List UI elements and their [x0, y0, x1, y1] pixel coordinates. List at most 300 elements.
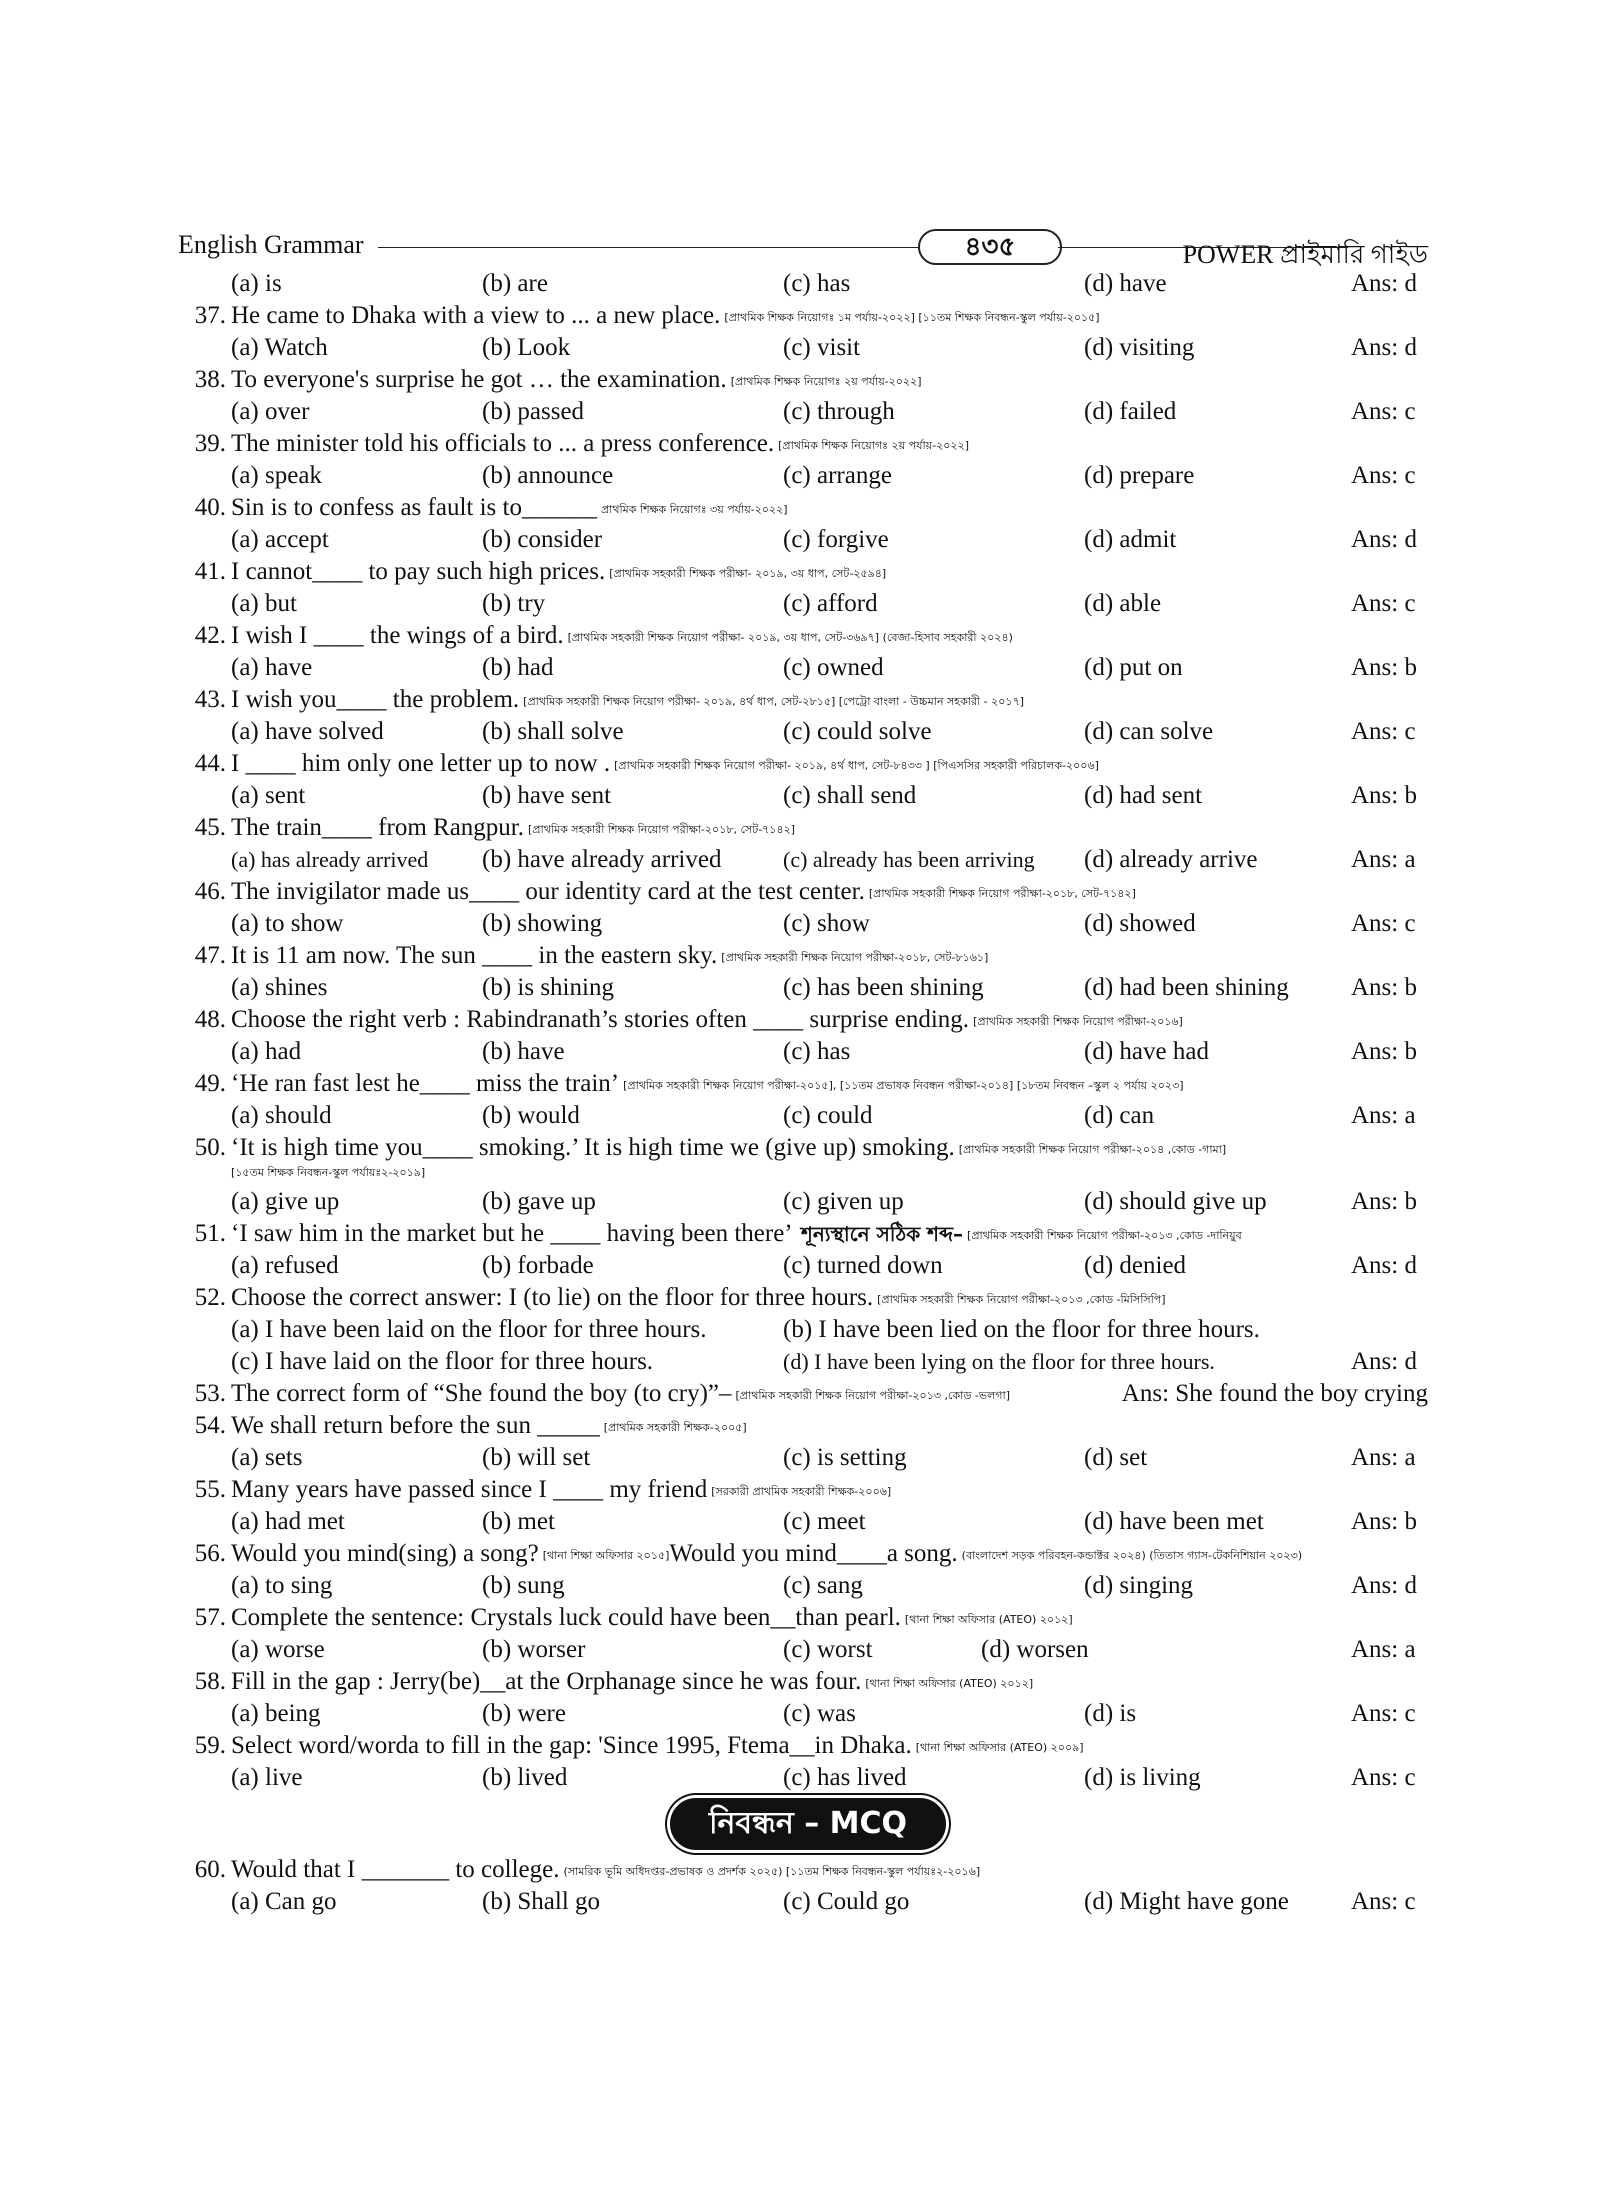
question [178, 1004, 1428, 1036]
option-c: (c) I have laid on the floor for three hours. [231, 1348, 654, 1375]
option-a: (a) I have been laid on the floor for three hours. [231, 1316, 707, 1343]
option-b: (b) passed [482, 398, 585, 425]
option-d: (d) had sent [1084, 782, 1203, 809]
options-row [178, 1634, 1428, 1666]
option-c: (c) arrange [783, 462, 892, 489]
option-d: (d) have had [1084, 1038, 1209, 1065]
question-text [231, 812, 795, 846]
options-row [178, 1506, 1428, 1538]
options-row [178, 1442, 1428, 1474]
question-number: 38. [194, 366, 226, 393]
option-b: (b) were [482, 1700, 566, 1727]
answer: Ans: d [1351, 334, 1417, 361]
question [178, 428, 1428, 460]
question-number: 49. [194, 1070, 226, 1097]
question-number: 48. [194, 1006, 226, 1033]
question-block-43 [178, 684, 1428, 748]
option-b: (b) shall solve [482, 718, 624, 745]
option-d: (d) failed [1084, 398, 1177, 425]
option-b: (b) announce [482, 462, 614, 489]
section-banner-label: নিবন্ধন – MCQ [670, 1798, 946, 1850]
question-block-48 [178, 1004, 1428, 1068]
options-row [178, 844, 1428, 876]
answer: Ans: b [1351, 782, 1417, 809]
options-row [178, 780, 1428, 812]
question-text [231, 364, 922, 398]
question-body: To everyone's surprise he got … the examination. [231, 366, 727, 393]
question-source: [প্রাথমিক সহকারী শিক্ষক নিয়োগ পরীক্ষা-২০১৮, সেট-৭১৪২] [528, 823, 796, 836]
options-row [178, 1250, 1428, 1282]
question-text [231, 1730, 1084, 1764]
question [178, 748, 1428, 780]
question-body: The train____ from Rangpur. [231, 814, 524, 841]
question-body: Choose the right verb : Rabindranath’s stories often ____ surprise ending. [231, 1006, 970, 1033]
question-text [231, 556, 886, 590]
option-a: (a) have solved [231, 718, 384, 745]
options-row [178, 268, 1428, 300]
options-row [178, 1100, 1428, 1132]
answer: Ans: c [1351, 910, 1416, 937]
answer: Ans: c [1351, 398, 1416, 425]
question-source: [প্রাথমিক শিক্ষক নিয়োগঃ ২য় পর্যায়-২০২২] [778, 439, 970, 452]
option-b: (b) had [482, 654, 554, 681]
option-a: (a) to show [231, 910, 344, 937]
question-block-52 [178, 1282, 1428, 1378]
section-banner [178, 1794, 1428, 1854]
option-c: (c) has [783, 1038, 851, 1065]
question-text [231, 300, 1100, 334]
question-body: I wish I ____ the wings of a bird. [231, 622, 564, 649]
option-b: (b) gave up [482, 1188, 596, 1215]
question [178, 1132, 1428, 1164]
option-c: (c) shall send [783, 782, 917, 809]
option-d: (d) worsen [981, 1636, 1089, 1663]
question-source: [থানা শিক্ষা অফিসার (ATEO) ২০১২] [904, 1613, 1073, 1626]
header-rule-left [378, 247, 918, 248]
question-block-41 [178, 556, 1428, 620]
option-d: (d) had been shining [1084, 974, 1289, 1001]
question-block-47 [178, 940, 1428, 1004]
option-c: (c) sang [783, 1572, 863, 1599]
question-source: [প্রাথমিক সহকারী শিক্ষক নিয়োগ পরীক্ষা-২০১৪ ,কোড -গামা] [958, 1143, 1227, 1156]
option-d: (d) admit [1084, 526, 1177, 553]
answer: Ans: c [1351, 1888, 1416, 1915]
question-number: 42. [194, 622, 226, 649]
answer: Ans: b [1351, 1508, 1417, 1535]
question-block-44 [178, 748, 1428, 812]
option-c: (c) already has been arriving [783, 847, 1035, 872]
answer: Ans: b [1351, 1188, 1417, 1215]
option-d: (d) can solve [1084, 718, 1214, 745]
question-body: Complete the sentence: Crystals luck could have been__than pearl. [231, 1604, 901, 1631]
question-source: [প্রাথমিক সহকারী শিক্ষক নিয়োগ পরীক্ষা-২০১৩ ,কোড -মিসিসিপি] [877, 1293, 1166, 1306]
question-number: 50. [194, 1134, 226, 1161]
question-source: [থানা শিক্ষা অফিসার (ATEO) ২০১২] [865, 1677, 1034, 1690]
question-block-49 [178, 1068, 1428, 1132]
question-number: 52. [194, 1284, 226, 1311]
question [178, 1068, 1428, 1100]
question-text [231, 940, 988, 974]
question-text [231, 1538, 1302, 1572]
option-c: (c) owned [783, 654, 884, 681]
answer: Ans: c [1351, 1764, 1416, 1791]
option-c: (c) turned down [783, 1252, 943, 1279]
question [178, 620, 1428, 652]
question-body: I wish you____ the problem. [231, 686, 520, 713]
option-a: (a) live [231, 1764, 303, 1791]
question-number: 39. [194, 430, 226, 457]
question-body: The correct form of “She found the boy (to cry)”– [231, 1380, 732, 1407]
option-c: (c) could solve [783, 718, 932, 745]
option-a: (a) accept [231, 526, 329, 553]
question-number: 60. [194, 1856, 226, 1883]
question [178, 812, 1428, 844]
question-number: 41. [194, 558, 226, 585]
question-body: I cannot____ to pay such high prices. [231, 558, 606, 585]
question-block-54 [178, 1410, 1428, 1474]
option-a: (a) give up [231, 1188, 340, 1215]
option-a: (a) but [231, 590, 297, 617]
question-block-46 [178, 876, 1428, 940]
answer: Ans: c [1351, 718, 1416, 745]
option-a: (a) is [231, 270, 282, 297]
question-number: 54. [194, 1412, 226, 1439]
options-row [178, 652, 1428, 684]
option-a: (a) Can go [231, 1888, 337, 1915]
question-text [231, 1602, 1073, 1636]
question-text [231, 620, 1013, 654]
question-block-60 [178, 1854, 1428, 1918]
question-body: I ____ him only one letter up to now . [231, 750, 611, 777]
question-text [231, 1282, 1166, 1316]
question [178, 300, 1428, 332]
option-c: (c) was [783, 1700, 856, 1727]
options-row [178, 524, 1428, 556]
option-c: (c) through [783, 398, 895, 425]
question-text [231, 1666, 1033, 1700]
question-body: We shall return before the sun _____ [231, 1412, 600, 1439]
option-b: (b) have [482, 1038, 565, 1065]
option-a: (a) should [231, 1102, 332, 1129]
option-c: (c) visit [783, 334, 861, 361]
answer: Ans: She found the boy crying [1121, 1380, 1428, 1407]
question-block-53 [178, 1378, 1428, 1410]
option-b: (b) lived [482, 1764, 568, 1791]
options-row [178, 1036, 1428, 1068]
option-d: (d) set [1084, 1444, 1148, 1471]
question-body: The minister told his officials to ... a press conference. [231, 430, 775, 457]
header-right-title: POWER প্রাইমারি গাইড [1182, 240, 1428, 269]
options-row [178, 332, 1428, 364]
question-text [231, 876, 1136, 910]
options-row [178, 588, 1428, 620]
question-number: 57. [194, 1604, 226, 1631]
answer: Ans: d [1351, 1348, 1417, 1375]
question-number: 45. [194, 814, 226, 841]
question-source: [প্রাথমিক সহকারী শিক্ষক নিয়োগ পরীক্ষা-২০১৩ ,কোড -দানিয়ুব [967, 1229, 1242, 1242]
option-d: (d) singing [1084, 1572, 1194, 1599]
question-text [231, 1854, 980, 1888]
options-row [178, 1186, 1428, 1218]
option-c: (c) worst [783, 1636, 873, 1663]
question-source: প্রাথমিক শিক্ষক নিয়োগঃ ৩য় পর্যায়-২০২২] [600, 503, 788, 516]
option-a: (a) to sing [231, 1572, 333, 1599]
option-d: (d) can [1084, 1102, 1155, 1129]
option-d: (d) prepare [1084, 462, 1195, 489]
option-c: (c) afford [783, 590, 878, 617]
question-block-50 [178, 1132, 1428, 1218]
option-b: (b) try [482, 590, 546, 617]
option-b: (b) forbade [482, 1252, 594, 1279]
question-source: [প্রাথমিক সহকারী শিক্ষক নিয়োগ পরীক্ষা-২০১৮, সেট-৮১৬১] [721, 951, 989, 964]
question-block-37 [178, 300, 1428, 364]
option-a: (a) has already arrived [231, 847, 429, 872]
option-a: (a) speak [231, 462, 322, 489]
question-source-continued: [১৫তম শিক্ষক নিবন্ধন-স্কুল পর্যায়ঃ২-২০১৯] [231, 1166, 426, 1179]
question-source: [প্রাথমিক সহকারী শিক্ষক নিয়োগ পরীক্ষা-২০১৮, সেট-৭১৪২] [868, 887, 1136, 900]
question-body: Sin is to confess as fault is to______ [231, 494, 597, 521]
question-body: Many years have passed since I ____ my friend [231, 1476, 708, 1503]
option-c: (c) has [783, 270, 851, 297]
option-d: (d) should give up [1084, 1188, 1267, 1215]
options-row [178, 1886, 1428, 1918]
question-block-58 [178, 1666, 1428, 1730]
question [178, 1854, 1428, 1886]
page-header [178, 226, 1428, 270]
question-text [231, 1474, 891, 1508]
question-body: ‘It is high time you____ smoking.’ It is high time we (give up) smoking. [231, 1134, 955, 1161]
question [178, 684, 1428, 716]
answer: Ans: b [1351, 1038, 1417, 1065]
option-a: (a) refused [231, 1252, 339, 1279]
question-text [231, 748, 1099, 782]
question [178, 1282, 1428, 1314]
question-source: [প্রাথমিক সহকারী শিক্ষক নিয়োগ পরীক্ষা- ২০১৯, ৪র্থ ধাপ, সেট-২৮১৫] [পেট্রো বাংলা - উচ্চমান সহকারী - ২০১৭] [523, 695, 1025, 708]
option-b: (b) is shining [482, 974, 614, 1001]
question-body: Would you mind(sing) a song? [231, 1540, 539, 1567]
option-d: (d) visiting [1084, 334, 1195, 361]
options-row [178, 396, 1428, 428]
option-d: (d) is living [1084, 1764, 1201, 1791]
question [178, 940, 1428, 972]
question [178, 1474, 1428, 1506]
option-b: (b) Look [482, 334, 571, 361]
option-b: (b) have already arrived [482, 846, 722, 873]
option-b: (b) Shall go [482, 1888, 601, 1915]
question-number: 59. [194, 1732, 226, 1759]
option-d: (d) denied [1084, 1252, 1187, 1279]
question-number: 56. [194, 1540, 226, 1567]
question-block-57 [178, 1602, 1428, 1666]
option-c: (c) has been shining [783, 974, 984, 1001]
question-text [231, 1218, 1242, 1252]
question-source: [প্রাথমিক শিক্ষক নিয়োগঃ ১ম পর্যায়-২০২২] [১১তম শিক্ষক নিবন্ধন-স্কুল পর্যায়-২০১৫] [724, 311, 1100, 324]
question-number: 46. [194, 878, 226, 905]
question-number: 53. [194, 1380, 226, 1407]
question-source-2: (বাংলাদেশ সড়ক পরিবহন-কন্ডাক্টর ২০২৪) (তিতাস গ্যাস-টেকনিশিয়ান ২০২৩) [961, 1549, 1303, 1562]
question [178, 556, 1428, 588]
question [178, 1538, 1428, 1570]
question-body: ‘He ran fast lest he____ miss the train’ [231, 1070, 620, 1097]
option-b: (b) I have been lied on the floor for three hours. [783, 1316, 1260, 1343]
options-row [178, 908, 1428, 940]
question-text [231, 428, 969, 462]
question-text [231, 684, 1024, 718]
question [178, 1666, 1428, 1698]
option-d: (d) Might have gone [1084, 1888, 1289, 1915]
question-text [231, 1132, 1226, 1166]
answer: Ans: d [1351, 1252, 1417, 1279]
option-c: (c) show [783, 910, 870, 937]
option-a: (a) sent [231, 782, 306, 809]
question-source: [প্রাথমিক সহকারী শিক্ষক-২০০৫] [603, 1421, 747, 1434]
question-body: It is 11 am now. The sun ____ in the eastern sky. [231, 942, 718, 969]
question-source: [প্রাথমিক শিক্ষক নিয়োগঃ ২য় পর্যায়-২০২২] [730, 375, 922, 388]
option-a: (a) sets [231, 1444, 303, 1471]
option-c: (c) meet [783, 1508, 866, 1535]
option-b: (b) consider [482, 526, 603, 553]
option-c: (c) has lived [783, 1764, 907, 1791]
question [178, 1410, 1428, 1442]
question-block-39 [178, 428, 1428, 492]
question [178, 1378, 1428, 1410]
question-source: [প্রাথমিক সহকারী শিক্ষক নিয়োগ পরীক্ষা- ২০১৯, ৩য় ধাপ, সেট-৩৬৯৭] (বেজা-হিসাব সহকারী ২০২৪) [567, 631, 1013, 644]
answer: Ans: a [1351, 1636, 1416, 1663]
question [178, 1730, 1428, 1762]
answer: Ans: a [1351, 1102, 1416, 1129]
answer: Ans: b [1351, 974, 1417, 1001]
option-c: (c) given up [783, 1188, 904, 1215]
question-source: [প্রাথমিক সহকারী শিক্ষক নিয়োগ পরীক্ষা-২০১৬] [973, 1015, 1183, 1028]
option-b: (b) are [482, 270, 548, 297]
answer: Ans: c [1351, 1700, 1416, 1727]
option-a: (a) worse [231, 1636, 325, 1663]
option-c: (c) is setting [783, 1444, 907, 1471]
option-b: (b) worser [482, 1636, 586, 1663]
question-body-2: Would you mind____a song. [669, 1540, 958, 1567]
options-row [178, 1346, 1428, 1378]
options-row [178, 1698, 1428, 1730]
options-row [178, 460, 1428, 492]
question-source: [প্রাথমিক সহকারী শিক্ষক পরীক্ষা- ২০১৯, ৩য় ধাপ, সেট-২৫৯৪] [609, 567, 887, 580]
question [178, 364, 1428, 396]
question-body: ‘I saw him in the market but he ____ having been there’ [231, 1220, 791, 1247]
option-d: (d) I have been lying on the floor for three hours. [783, 1349, 1215, 1374]
option-a: (a) have [231, 654, 313, 681]
options-row [178, 1570, 1428, 1602]
question-body: Would that I _______ to college. [231, 1856, 560, 1883]
question-body: Choose the correct answer: I (to lie) on the floor for three hours. [231, 1284, 874, 1311]
question-number: 37. [194, 302, 226, 329]
question-number: 47. [194, 942, 226, 969]
option-a: (a) Watch [231, 334, 328, 361]
question-source: [প্রাথমিক সহকারী শিক্ষক নিয়োগ পরীক্ষা- ২০১৯, ৪র্থ ধাপ, সেট-৮৪৩৩ ] [পিএসসির সহকারী পরিচালক-২০০৬] [614, 759, 1099, 772]
option-d: (d) able [1084, 590, 1162, 617]
question-source: (সামরিক ভূমি অধিদপ্তর-প্রভাষক ও প্রদর্শক ২০২৫) [১১তম শিক্ষক নিবন্ধন-স্কুল পর্যায়ঃ২-২০১৬] [563, 1865, 981, 1878]
option-a: (a) had met [231, 1508, 345, 1535]
option-c: (c) could [783, 1102, 873, 1129]
question [178, 876, 1428, 908]
question-block-56 [178, 1538, 1428, 1602]
answer: Ans: c [1351, 462, 1416, 489]
question-text [231, 1068, 1184, 1102]
question-block-40 [178, 492, 1428, 556]
question-block-38 [178, 364, 1428, 428]
option-b: (b) met [482, 1508, 555, 1535]
question-text [231, 1378, 1010, 1412]
option-b: (b) showing [482, 910, 603, 937]
option-d: (d) showed [1084, 910, 1196, 937]
option-a: (a) over [231, 398, 310, 425]
option-a: (a) being [231, 1700, 321, 1727]
option-d: (d) put on [1084, 654, 1183, 681]
page-number: ৪৩৫ [918, 229, 1062, 265]
question-number: 55. [194, 1476, 226, 1503]
option-c: (c) Could go [783, 1888, 910, 1915]
answer: Ans: d [1351, 1572, 1417, 1599]
answer: Ans: d [1351, 270, 1417, 297]
question-source: [থানা শিক্ষা অফিসার (ATEO) ২০০৯] [915, 1741, 1084, 1754]
question-body: The invigilator made us____ our identity card at the test center. [231, 878, 865, 905]
question-number: 44. [194, 750, 226, 777]
question-body: He came to Dhaka with a view to ... a new place. [231, 302, 721, 329]
option-d: (d) is [1084, 1700, 1137, 1727]
option-d: (d) have been met [1084, 1508, 1264, 1535]
answer: Ans: d [1351, 526, 1417, 553]
options-row [178, 972, 1428, 1004]
question [178, 492, 1428, 524]
question-number: 43. [194, 686, 226, 713]
option-b: (b) sung [482, 1572, 565, 1599]
question-block-42 [178, 620, 1428, 684]
option-b: (b) have sent [482, 782, 612, 809]
question [178, 1602, 1428, 1634]
question-block-59 [178, 1730, 1428, 1794]
question-list [178, 268, 1428, 1918]
question-source: [থানা শিক্ষা অফিসার ২০১৫] [542, 1549, 670, 1562]
header-left-title: English Grammar [178, 230, 364, 259]
question-number: 51. [194, 1220, 226, 1247]
question-body: Select word/worda to fill in the gap: 'Since 1995, Ftema__in Dhaka. [231, 1732, 912, 1759]
question-source: [প্রাথমিক সহকারী শিক্ষক নিয়োগ পরীক্ষা-২০১৫], [১১তম প্রভাষক নিবন্ধন পরীক্ষা-২০১৪] [১৮তম নিবন্ধন –স্কুল ২ পর্যায় ২০২৩] [623, 1079, 1184, 1092]
option-b: (b) will set [482, 1444, 591, 1471]
question-text [231, 1004, 1183, 1038]
question-block-55 [178, 1474, 1428, 1538]
options-row [178, 1314, 1428, 1346]
option-b: (b) would [482, 1102, 580, 1129]
question [178, 1218, 1428, 1250]
answer: Ans: c [1351, 590, 1416, 617]
option-d: (d) already arrive [1084, 846, 1258, 873]
question-text [231, 492, 788, 526]
answer: Ans: a [1351, 846, 1416, 873]
answer: Ans: b [1351, 654, 1417, 681]
option-a: (a) shines [231, 974, 328, 1001]
options-row [178, 716, 1428, 748]
question-block-45 [178, 812, 1428, 876]
question-text [231, 1410, 747, 1444]
question-number: 58. [194, 1668, 226, 1695]
option-a: (a) had [231, 1038, 302, 1065]
question-number: 40. [194, 494, 226, 521]
options-row [178, 1762, 1428, 1794]
question-source: [সরকারী প্রাথমিক সহকারী শিক্ষক-২০০৬] [711, 1485, 892, 1498]
answer: Ans: a [1351, 1444, 1416, 1471]
option-d: (d) have [1084, 270, 1167, 297]
question-instruction: শূন্যস্থানে সঠিক শব্দ– [801, 1222, 964, 1246]
question-source: [প্রাথমিক সহকারী শিক্ষক নিয়োগ পরীক্ষা-২০১৩ ,কোড -ভলগা] [735, 1389, 1010, 1402]
question-body: Fill in the gap : Jerry(be)__at the Orphanage since he was four. [231, 1668, 862, 1695]
